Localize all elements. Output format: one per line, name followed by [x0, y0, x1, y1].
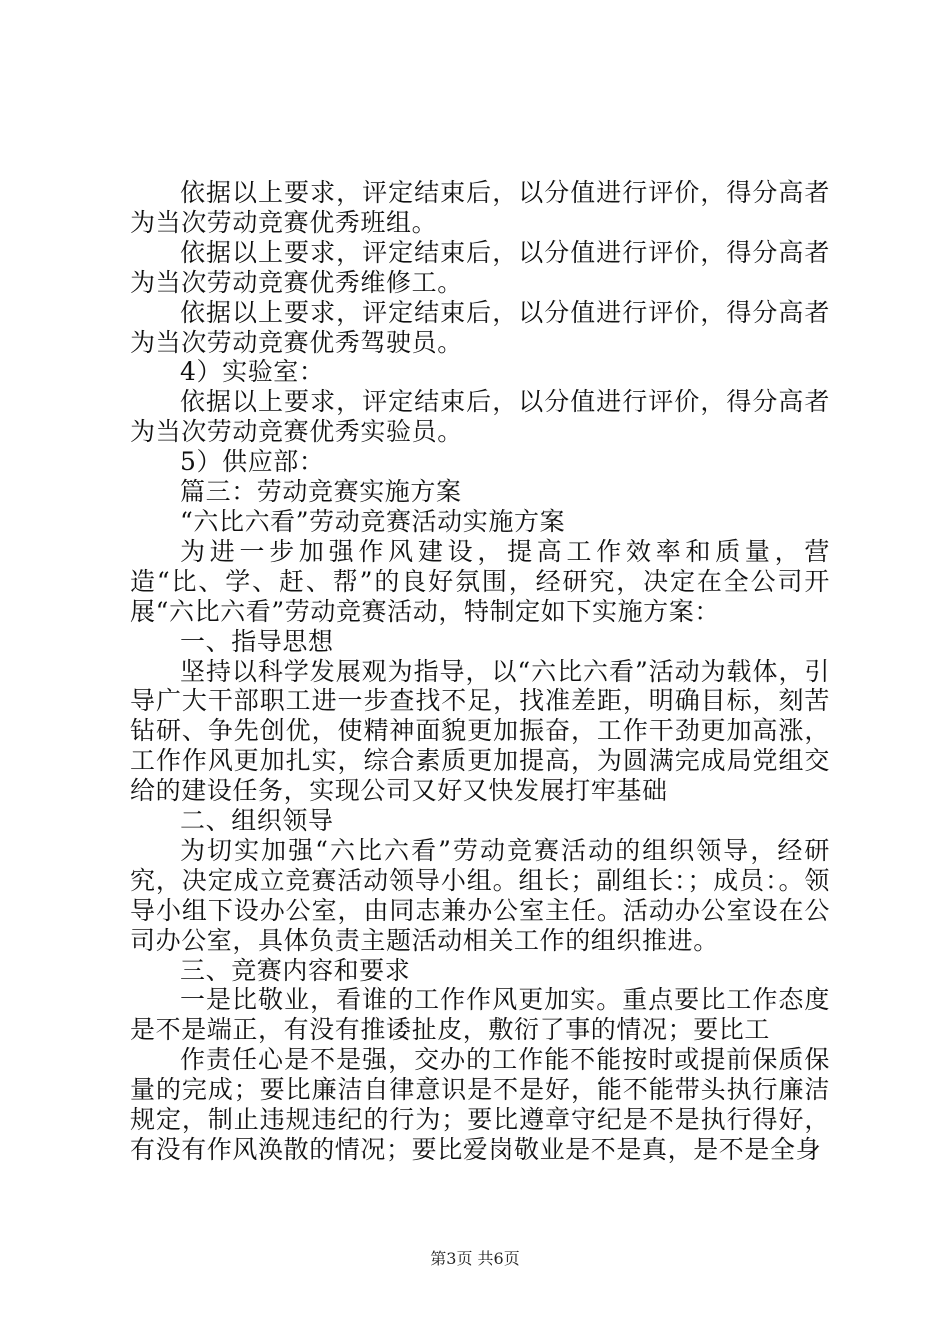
paragraph-intro: 为进一步加强作风建设，提高工作效率和质量，营造“比、学、赶、帮”的良好氛围，经研究，决定在全公司开展“六比六看”劳动竞赛活动，特制定如下实施方案：: [130, 536, 830, 626]
heading-plan-title: “六比六看”劳动竞赛活动实施方案: [180, 506, 566, 536]
heading-guiding-idea: 一、指导思想: [180, 626, 334, 656]
paragraph-responsibility: 作责任心是不是强，交办的工作能不能按时或提前保质保量的完成；要比廉洁自律意识是不是好，能不能带头执行廉洁规定，制止违规违纪的行为；要比遵章守纪是不是执行得好，有没有作风涣散的情况；要比爱岗敬业是不是真，是不是全身: [130, 1045, 830, 1164]
heading-content-requirements: 三、竞赛内容和要求: [180, 955, 411, 985]
paragraph-award-team: 依据以上要求，评定结束后，以分值进行评价，得分高者为当次劳动竞赛优秀班组。: [130, 178, 830, 237]
heading-part-three: 篇三：劳动竞赛实施方案: [180, 477, 462, 507]
paragraph-dedication: 一是比敬业，看谁的工作作风更加实。重点要比工作态度是不是端正，有没有推诿扯皮，敷衍了事的情况；要比工: [130, 985, 830, 1045]
heading-laboratory: 4）实验室：: [180, 357, 325, 387]
page-number-footer: 第3页 共6页: [430, 1249, 520, 1268]
paragraph-organization: 为切实加强“六比六看”劳动竞赛活动的组织领导，经研究，决定成立竞赛活动领导小组。组长；副组长：；成员：。领导小组下设办公室，由同志兼办公室主任。活动办公室设在公司办公室，具体负责主题活动相关工作的组织推进。: [130, 835, 830, 955]
paragraph-guiding-idea: 坚持以科学发展观为指导，以“六比六看”活动为载体，引导广大干部职工进一步查找不足，找准差距，明确目标，刻苦钻研、争先创优，使精神面貌更加振奋，工作干劲更加高涨，工作作风更加扎实，综合素质更加提高，为圆满完成局党组交给的建设任务，实现公司又好又快发展打牢基础: [130, 656, 830, 806]
heading-organization: 二、组织领导: [180, 806, 334, 836]
paragraph-award-driver: 依据以上要求，评定结束后，以分值进行评价，得分高者为当次劳动竞赛优秀驾驶员。: [130, 297, 830, 357]
document-body: [130, 178, 830, 1165]
paragraph-award-lab: 依据以上要求，评定结束后，以分值进行评价，得分高者为当次劳动竞赛优秀实验员。: [130, 387, 830, 447]
paragraph-award-repairer: 依据以上要求，评定结束后，以分值进行评价，得分高者为当次劳动竞赛优秀维修工。: [130, 237, 830, 297]
heading-supply: 5）供应部：: [180, 447, 325, 477]
